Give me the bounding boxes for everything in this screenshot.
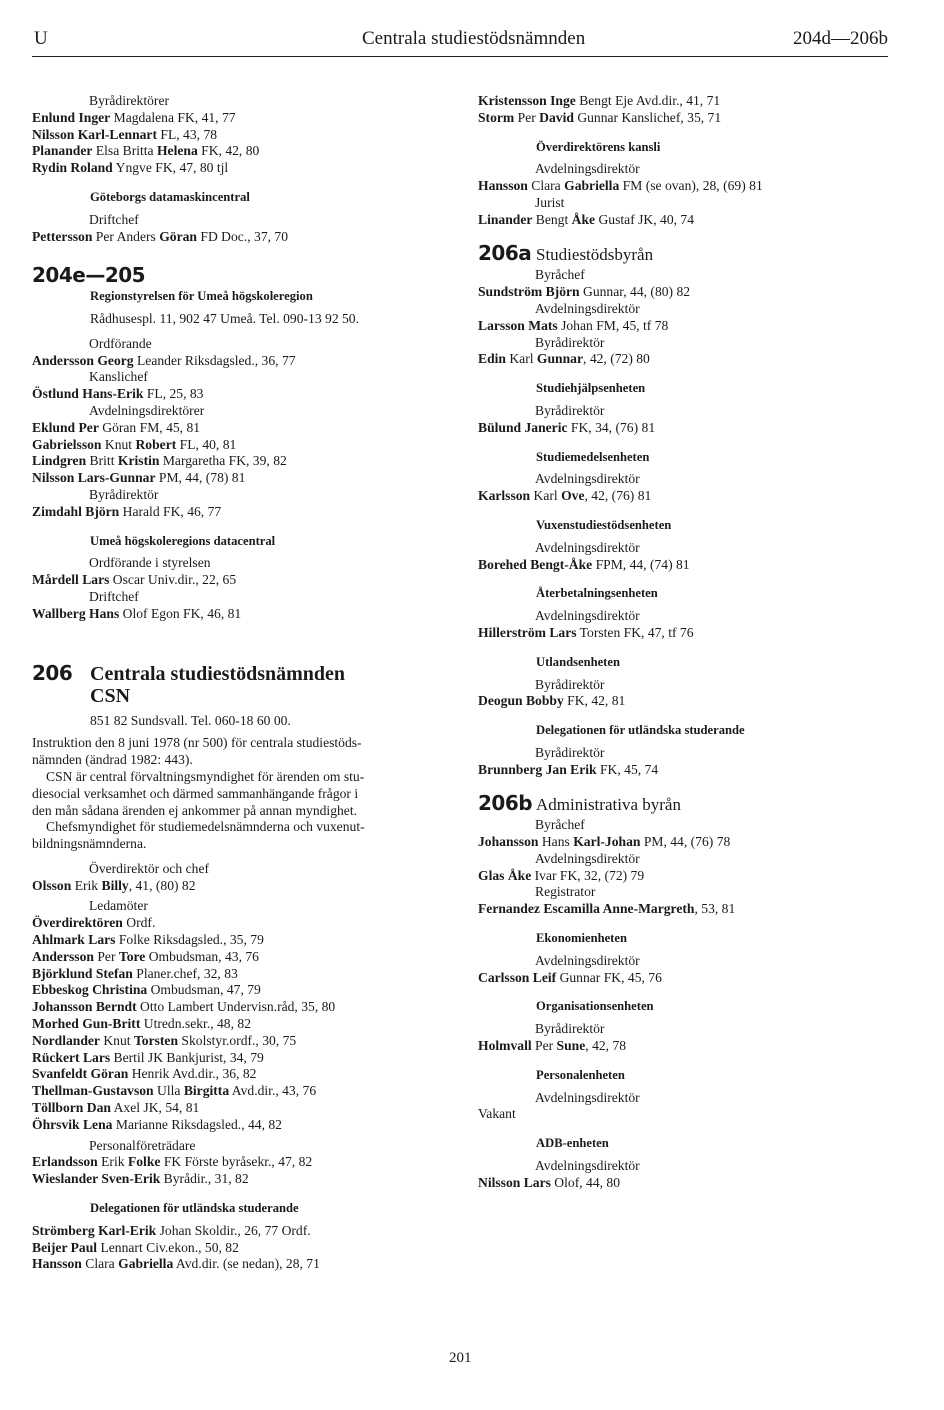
person-entry [32, 1154, 452, 1171]
title: Avdelningsdirektörer [89, 402, 205, 418]
person-name: Eklund Per [32, 419, 99, 435]
person-entry [478, 693, 898, 710]
person-details: Elsa Britta [92, 143, 157, 159]
person-name: Folke [127, 1154, 161, 1170]
unit-heading: Utlandsenheten [536, 654, 620, 669]
person-details: FPM, 44, (74) 81 [592, 556, 690, 572]
person-entry [478, 901, 898, 918]
person-name: Pettersson [32, 228, 93, 244]
person-details: FK Förste byråsekr., 47, 82 [160, 1154, 313, 1170]
person-details: Otto Lambert Undervisn.råd, 35, 80 [136, 999, 336, 1015]
person-entry [32, 1050, 452, 1067]
person-name: Olsson [32, 877, 72, 893]
person-details: Utredn.sekr., 48, 82 [140, 1016, 251, 1032]
person-entry [32, 1117, 452, 1134]
person-entry [32, 999, 452, 1016]
person-details: Gunnar, 44, (80) 82 [579, 284, 691, 300]
person-details: Erik [71, 877, 102, 893]
person-name: Karlsson [478, 488, 531, 504]
title: Byrådirektör [535, 334, 605, 350]
title: Kanslichef [89, 369, 148, 385]
person-details: PM, 44, (76) 78 [640, 834, 731, 850]
person-name: Överdirektören [32, 915, 123, 931]
title: Jurist [535, 194, 565, 210]
person-name: Enlund Inger [32, 109, 111, 125]
person-details: Avd.dir., 43, 76 [229, 1083, 317, 1099]
title: Avdelningsdirektör [535, 300, 640, 316]
person-entry [478, 1106, 898, 1123]
person-name: Göran [159, 228, 197, 244]
person-details: Margaretha FK, 39, 82 [159, 453, 287, 469]
person-name: Johansson Berndt [32, 999, 137, 1015]
person-details: Torsten FK, 47, tf 76 [576, 624, 694, 640]
person-name: Gabriella [564, 178, 620, 194]
person-details: Folke Riksdagsled., 35, 79 [115, 932, 264, 948]
person-name: Storm [478, 109, 515, 125]
unit-heading: Regionstyrelsen för Umeå högskoleregion [90, 289, 313, 304]
person-name: Birgitta [183, 1083, 230, 1099]
person-details: Clara [527, 178, 565, 194]
person-name: Svanfeldt Göran [32, 1066, 129, 1082]
person-entry [32, 160, 452, 177]
title: Avdelningsdirektör [535, 161, 640, 177]
entry-list [32, 110, 452, 177]
title: Avdelningsdirektör [535, 850, 640, 866]
person-name: Sundström Björn [478, 284, 580, 300]
person-details: Ivar FK, 32, (72) 79 [531, 867, 645, 883]
person-entry [478, 284, 898, 301]
person-details: Byrådir., 31, 82 [160, 1171, 249, 1187]
paragraph-line: diesocial verksamhet och därmed sammanhängande frågor i [32, 785, 359, 801]
person-name: Linander [478, 211, 533, 227]
unit-heading: Delegationen för utländska studerande [536, 723, 745, 738]
person-name: Hillerström Lars [478, 624, 577, 640]
section-name: Studiestödsbyrån [536, 244, 654, 264]
person-entry [32, 353, 452, 370]
title: Avdelningsdirektör [535, 471, 640, 487]
person-name: Larsson Mats [478, 317, 558, 333]
person-name: Lindgren [32, 453, 87, 469]
person-details: Gustaf JK, 40, 74 [595, 211, 695, 227]
person-entry [478, 420, 898, 437]
person-entry [32, 470, 452, 487]
person-details: FL, 43, 78 [157, 126, 218, 142]
person-name: Strömberg Karl-Erik [32, 1222, 157, 1238]
person-details: Oscar Univ.dir., 22, 65 [109, 572, 237, 588]
unit-heading: Personalenheten [536, 1067, 625, 1082]
person-name: Beijer Paul [32, 1239, 98, 1255]
person-name: Robert [135, 436, 177, 452]
title: Ordförande [89, 335, 152, 351]
entry-list [32, 1154, 452, 1188]
person-entry [478, 488, 898, 505]
page-header [32, 26, 888, 57]
paragraph-line: Chefsmyndighet för studiemedelsnämnderna och vuxenut- [46, 819, 365, 835]
person-name: Rückert Lars [32, 1049, 111, 1065]
address: 851 82 Sundsvall. Tel. 060-18 60 00. [90, 712, 291, 728]
person-name: Brunnberg Jan Erik [478, 761, 597, 777]
paragraph-line: bildningsnämnderna. [32, 836, 147, 852]
person-entry [32, 420, 452, 437]
person-details: Harald FK, 46, 77 [119, 503, 222, 519]
person-details: Magdalena FK, 41, 77 [110, 109, 236, 125]
person-entry [32, 1171, 452, 1188]
person-details: FK, 34, (76) 81 [567, 419, 656, 435]
unit-heading: Umeå högskoleregions datacentral [90, 533, 276, 548]
person-name: Tore [118, 948, 146, 964]
section-number: 206 [32, 660, 73, 685]
person-entry [32, 386, 452, 403]
person-details: FM (se ovan), 28, (69) 81 [619, 178, 763, 194]
person-details: Gunnar FK, 45, 76 [556, 969, 662, 985]
person-details: Karl [505, 351, 537, 367]
person-details: Leander Riksdagsled., 36, 77 [133, 352, 296, 368]
person-name: Bülund Janeric [478, 419, 568, 435]
title: Ordförande i styrelsen [89, 555, 211, 571]
paragraph-line: nämnden (ändrad 1982: 443). [32, 752, 193, 768]
person-details: , 42, (72) 80 [583, 351, 650, 367]
title: Byråchef [535, 267, 585, 283]
person-name: Glas Åke [478, 867, 532, 883]
person-name: Ebbeskog Christina [32, 982, 148, 998]
person-name: Wieslander Sven-Erik [32, 1171, 161, 1187]
paragraph-line: Instruktion den 8 juni 1978 (nr 500) för centrala studiestöds- [32, 735, 362, 751]
person-entry [32, 453, 452, 470]
section-206 [32, 660, 452, 685]
person-name: Karl-Johan [573, 834, 641, 850]
person-details: Planer.chef, 32, 83 [132, 965, 238, 981]
header-title: Centrala studiestödsnämnden [362, 28, 586, 49]
unit-list [478, 930, 898, 1192]
title: Byrådirektör [535, 676, 605, 692]
right-column [478, 93, 898, 1192]
person-entry [32, 1016, 452, 1033]
person-entry [478, 178, 898, 195]
person-name: Hansson [32, 1256, 82, 1272]
person-details: Göran FM, 45, 81 [98, 419, 201, 435]
person-details: Knut [99, 1032, 134, 1048]
page-number: 201 [449, 1350, 472, 1366]
title: Driftchef [89, 588, 139, 604]
person-details: , 42, (76) 81 [584, 488, 652, 504]
person-name: David [539, 109, 574, 125]
person-entry [32, 1256, 452, 1273]
person-details: , 41, (80) 82 [128, 877, 196, 893]
person-entry [478, 1175, 898, 1192]
person-details: Knut [101, 436, 136, 452]
title: Byrådirektör [535, 744, 605, 760]
entry-list [478, 93, 898, 127]
person-name: Erlandsson [32, 1154, 98, 1170]
person-name: Nilsson Lars [478, 1174, 551, 1190]
title: Byrådirektör [535, 1021, 605, 1037]
person-details: FK, 42, 80 [197, 143, 260, 159]
person-name: Edin [478, 351, 506, 367]
section-206b [478, 790, 898, 815]
person-name: Borehed Bengt-Åke [478, 556, 593, 572]
person-name: Johansson [478, 834, 539, 850]
person-details: FL, 40, 81 [176, 436, 237, 452]
person-entry [478, 1038, 898, 1055]
unit-heading: Studiehjälpsenheten [536, 381, 646, 396]
person-entry [32, 1100, 452, 1117]
person-name: Sune [556, 1038, 586, 1054]
person-details: Marianne Riksdagsled., 44, 82 [112, 1116, 282, 1132]
person-details: Bengt Eje Avd.dir., 41, 71 [575, 93, 721, 108]
person-details: Karl [530, 488, 562, 504]
title: Ledamöter [89, 898, 148, 914]
person-name: Andersson [32, 948, 94, 964]
person-entry [32, 437, 452, 454]
person-details: FD Doc., 37, 70 [197, 228, 289, 244]
unit-heading: Återbetalningsenheten [536, 586, 658, 601]
title: Avdelningsdirektör [535, 608, 640, 624]
section-name-line: Centrala studiestödsnämnden [90, 662, 346, 685]
person-entry [478, 625, 898, 642]
person-entry [32, 572, 452, 589]
person-details: Clara [81, 1256, 119, 1272]
person-name: Mårdell Lars [32, 572, 110, 588]
person-name: Holmvall [478, 1038, 532, 1054]
section-name [90, 663, 345, 685]
person-entry [478, 557, 898, 574]
person-entry [32, 915, 452, 932]
person-entry [32, 1083, 452, 1100]
person-entry [478, 834, 898, 851]
person-name: Björklund Stefan [32, 965, 133, 981]
person-name: Ove [561, 488, 585, 504]
section-abbrev: CSN [90, 684, 131, 707]
person-entry [32, 606, 452, 623]
person-name: Billy [101, 877, 129, 893]
header-left: U [34, 28, 48, 49]
person-details: Axel JK, 54, 81 [110, 1100, 200, 1116]
unit-heading: Organisationsenheten [536, 999, 654, 1014]
person-entry [478, 93, 898, 110]
person-entry [478, 970, 898, 987]
person-details: Erik [97, 1154, 128, 1170]
title: Byråchef [535, 817, 585, 833]
person-details: Johan FM, 45, tf 78 [557, 317, 669, 333]
person-entry [478, 212, 898, 229]
section-number: 204e—205 [32, 263, 146, 288]
person-name: Kristin [117, 453, 160, 469]
person-name: Fernandez Escamilla Anne-Margreth [478, 901, 695, 917]
person-entry [32, 878, 452, 895]
person-details: Ombudsman, 43, 76 [145, 948, 259, 964]
title: Överdirektör och chef [89, 860, 210, 876]
section-number: 206a [478, 240, 532, 265]
person-entry [32, 1066, 452, 1083]
entry-list [32, 420, 452, 487]
person-details: Per [531, 1038, 557, 1054]
person-details: Ombudsman, 47, 79 [147, 982, 261, 998]
unit-list [478, 380, 898, 778]
paragraph-line: CSN är central förvaltningsmyndighet för ärenden om stu- [46, 768, 365, 784]
person-name: Nilsson Lars-Gunnar [32, 470, 156, 486]
person-details: Lennart Civ.ekon., 50, 82 [97, 1239, 239, 1255]
person-details: Per Anders [92, 228, 160, 244]
person-name: Hansson [478, 178, 528, 194]
person-entry [32, 504, 452, 521]
person-name: Nilsson Karl-Lennart [32, 126, 157, 142]
person-name: Wallberg Hans [32, 605, 120, 621]
person-details: Johan Skoldir., 26, 77 Ordf. [156, 1222, 311, 1238]
person-entry [32, 932, 452, 949]
person-name: Morhed Gun-Britt [32, 1016, 141, 1032]
person-name: Helena [156, 143, 198, 159]
person-entry [478, 351, 898, 368]
entry-list [32, 915, 452, 1133]
person-name: Thellman-Gustavson [32, 1083, 154, 1099]
person-name: Gabrielsson [32, 436, 102, 452]
title: Byrådirektör [535, 402, 605, 418]
person-details: Hans [538, 834, 574, 850]
header-range: 204d—206b [793, 28, 888, 49]
title: Registrator [535, 884, 596, 900]
person-details: PM, 44, (78) 81 [155, 470, 246, 486]
person-details: Vakant [478, 1106, 516, 1122]
person-entry [32, 229, 452, 246]
person-entry [32, 1240, 452, 1257]
person-name: Zimdahl Björn [32, 503, 120, 519]
person-details: Skolstyr.ordf., 30, 75 [178, 1032, 297, 1048]
person-name: Kristensson Inge [478, 93, 576, 108]
person-name: Rydin Roland [32, 160, 113, 176]
person-details: FK, 45, 74 [596, 761, 659, 777]
person-entry [32, 982, 452, 999]
title: Personalföreträdare [89, 1137, 196, 1153]
left-column [32, 93, 452, 1273]
person-entry [32, 949, 452, 966]
person-details: Per [93, 948, 119, 964]
person-name: Gunnar [536, 351, 584, 367]
unit-heading: Vuxenstudiestödsenheten [536, 517, 672, 532]
unit-heading: Göteborgs datamaskincentral [90, 189, 250, 204]
person-details: Olof, 44, 80 [550, 1174, 621, 1190]
person-name: Gabriella [118, 1256, 174, 1272]
person-details: FL, 25, 83 [143, 386, 204, 402]
title: Avdelningsdirektör [535, 539, 640, 555]
person-details: Per [514, 109, 540, 125]
person-details: Yngve FK, 47, 80 tjl [112, 160, 229, 176]
title: Byrådirektör [89, 486, 159, 502]
person-entry [478, 762, 898, 779]
title: Avdelningsdirektör [535, 1089, 640, 1105]
title: Driftchef [89, 211, 139, 227]
person-entry [478, 318, 898, 335]
unit-heading: Ekonomienheten [536, 931, 627, 946]
person-entry [478, 868, 898, 885]
person-details: Olof Egon FK, 46, 81 [119, 605, 242, 621]
person-details: Avd.dir. (se nedan), 28, 71 [173, 1256, 320, 1272]
person-entry [32, 966, 452, 983]
person-name: Planander [32, 143, 93, 159]
title: Byrådirektörer [89, 93, 170, 108]
person-name: Torsten [133, 1032, 179, 1048]
unit-heading: ADB-enheten [536, 1136, 609, 1151]
person-name: Ahlmark Lars [32, 932, 116, 948]
paragraph-line: den mån sådana ärenden ej ankommer på annan myndighet. [32, 802, 357, 818]
person-name: Töllborn Dan [32, 1100, 111, 1116]
unit-heading: Delegationen för utländska studerande [90, 1201, 299, 1216]
person-details: Bertil JK Bankjurist, 34, 79 [110, 1049, 264, 1065]
person-name: Nordlander [32, 1032, 100, 1048]
title: Avdelningsdirektör [535, 1158, 640, 1174]
address: Rådhusespl. 11, 902 47 Umeå. Tel. 090-13 92 50. [90, 310, 360, 326]
person-details: Henrik Avd.dir., 36, 82 [128, 1066, 257, 1082]
person-name: Åke [571, 211, 596, 227]
unit-heading: Överdirektörens kansli [536, 139, 661, 154]
person-entry [32, 110, 452, 127]
person-details: Ordf. [122, 915, 156, 931]
person-entry [32, 127, 452, 144]
person-name: Carlsson Leif [478, 969, 557, 985]
section-206a [478, 240, 898, 265]
person-details: Britt [86, 453, 118, 469]
person-name: Östlund Hans-Erik [32, 386, 144, 402]
person-details: , 42, 78 [585, 1038, 627, 1054]
person-details: Gunnar Kanslichef, 35, 71 [573, 109, 722, 125]
section-name: Administrativa byrån [536, 794, 681, 814]
person-entry [32, 1033, 452, 1050]
person-details: FK, 42, 81 [563, 693, 626, 709]
person-details: , 53, 81 [694, 901, 736, 917]
person-details: Bengt [532, 211, 572, 227]
section-number: 206b [478, 790, 533, 815]
section-204e [32, 263, 452, 288]
person-details: Ulla [153, 1083, 184, 1099]
unit-heading: Studiemedelsenheten [536, 449, 650, 464]
title: Avdelningsdirektör [535, 952, 640, 968]
person-entry [32, 143, 452, 160]
person-entry [32, 1223, 452, 1240]
person-name: Deogun Bobby [478, 693, 564, 709]
entry-list [32, 1223, 452, 1273]
person-entry [478, 110, 898, 127]
person-name: Andersson Georg [32, 352, 134, 368]
person-name: Öhrsvik Lena [32, 1116, 113, 1132]
